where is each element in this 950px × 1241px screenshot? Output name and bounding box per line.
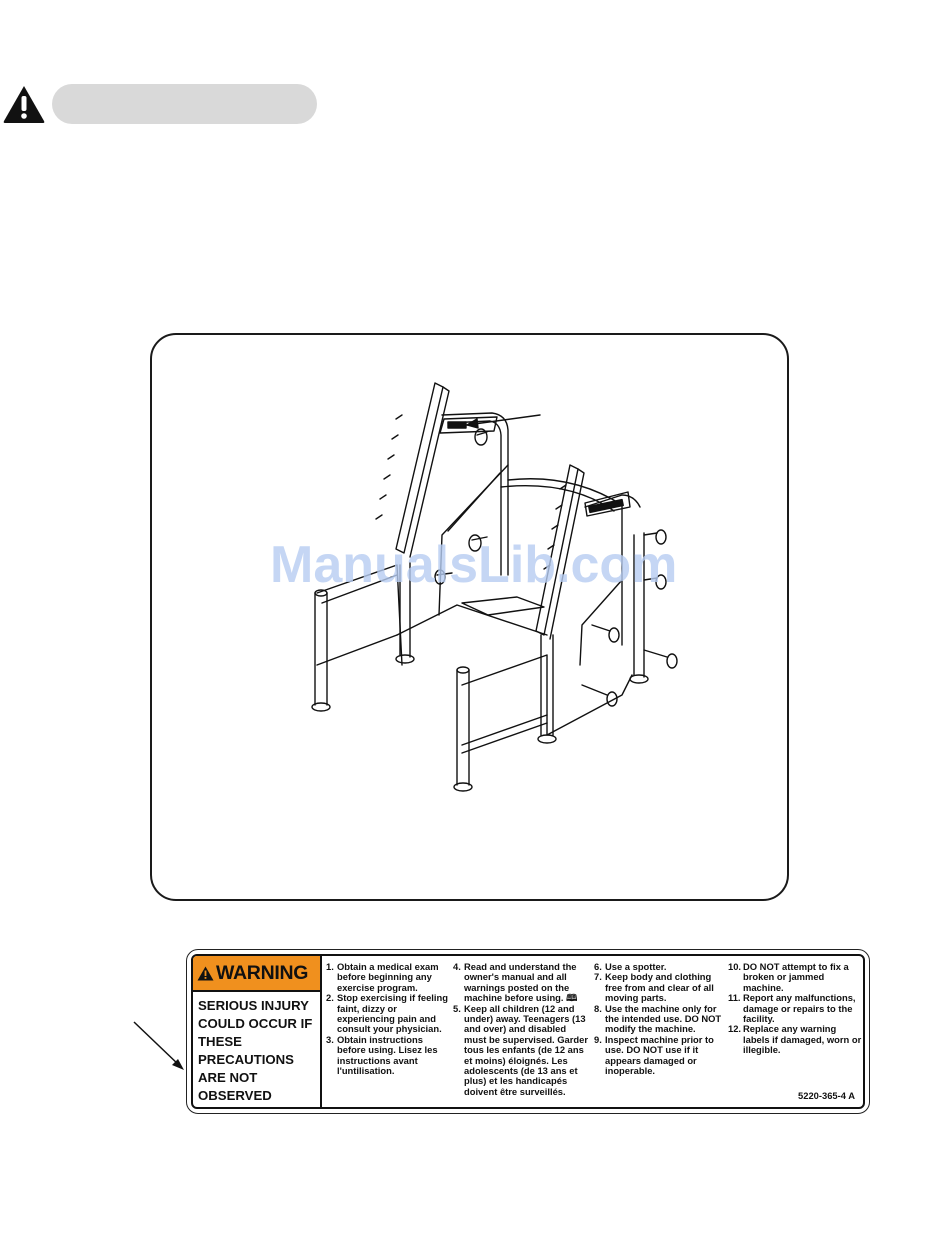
hazard-line: ARE NOT xyxy=(198,1070,258,1085)
alert-triangle-icon xyxy=(197,966,214,981)
signal-word: WARNING xyxy=(216,961,309,984)
section-title-pill xyxy=(52,84,317,124)
warning-triangle-icon xyxy=(2,84,46,124)
squat-rack-illustration xyxy=(152,335,787,899)
list-item: 6. Use a spotter. xyxy=(594,961,667,972)
callout-arrow-icon xyxy=(130,1020,190,1075)
hazard-line: THESE xyxy=(198,1034,242,1049)
list-item: 4. Read and understand the owner's manual and all warnings posted on the machine before using. 🕮 xyxy=(453,961,578,1004)
warning-signal-panel xyxy=(193,956,322,1107)
warning-header xyxy=(193,956,320,992)
instructions-column-3 xyxy=(594,962,726,1076)
illustration-frame xyxy=(150,333,789,901)
list-item: 8. Use the machine only for the intended use. DO NOT modify the machine. xyxy=(594,1002,722,1035)
list-item: 9. Inspect machine prior to use. DO NOT use if it appears damaged or inoperable. xyxy=(594,1033,714,1077)
list-item: 5. Keep all children (12 and under) away. Teenagers (13 and over) and disabled must be supervised. Garder tous les enfants (de 12 ans et moins) éloignés. Les adolescents (de 13 ans et plus) et les handicapés doivent être surveillés. xyxy=(453,1002,589,1097)
list-item: 3. Obtain instructions before using. Lisez les instructions avant l'untilisation. xyxy=(326,1033,438,1077)
hazard-line: SERIOUS INJURY xyxy=(198,998,309,1013)
list-item: 7. Keep body and clothing free from and clear of all moving parts. xyxy=(594,971,714,1004)
list-item: 12. Replace any warning labels if damaged, worn or illegible. xyxy=(728,1023,862,1056)
list-item: 10. DO NOT attempt to fix a broken or jammed machine. xyxy=(728,961,849,993)
part-number: 5220-365-4 A xyxy=(798,1090,855,1101)
list-item: 2. Stop exercising if feeling faint, dizzy or experiencing pain and consult your physician. xyxy=(326,992,448,1035)
hazard-line: PRECAUTIONS xyxy=(198,1052,294,1067)
hazard-line: COULD OCCUR IF xyxy=(198,1016,313,1031)
instructions-column-4 xyxy=(728,962,863,1056)
warning-decal xyxy=(186,949,870,1114)
instructions-column-2 xyxy=(453,962,590,1097)
hazard-statement xyxy=(193,992,320,1105)
watermark: ManualsLib.com xyxy=(270,536,678,594)
instructions-column-1 xyxy=(326,962,450,1076)
list-item: 1. Obtain a medical exam before beginning any exercise program. xyxy=(326,961,439,993)
list-item: 11. Report any malfunctions, damage or repairs to the facility. xyxy=(728,992,856,1025)
hazard-line: OBSERVED xyxy=(198,1088,272,1103)
